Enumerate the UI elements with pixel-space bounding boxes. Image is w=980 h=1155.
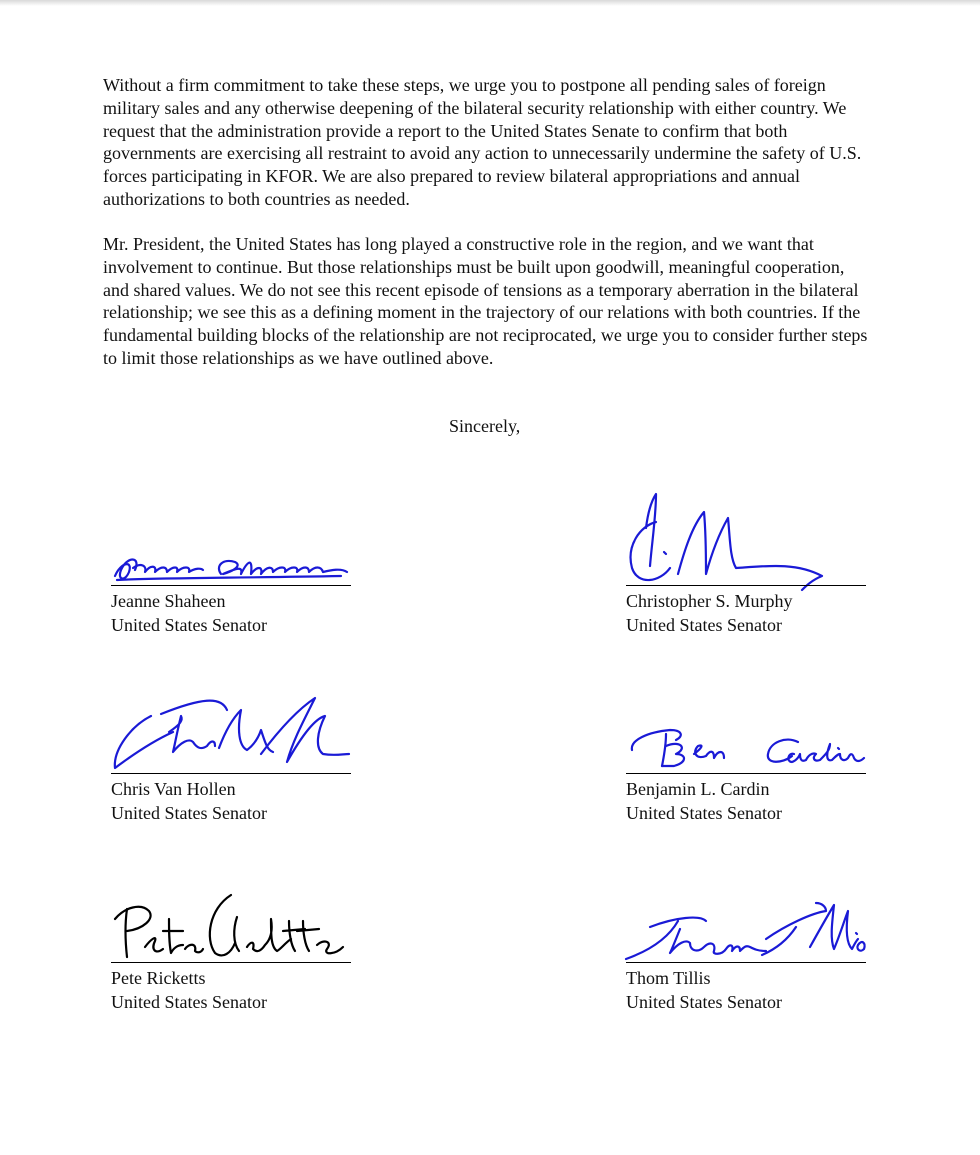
signature-ricketts [111,859,351,959]
signatory-name: Chris Van Hollen [111,779,236,799]
signature-block-vanhollen [111,666,351,826]
page-top-shadow [0,0,980,6]
signature-tillis [626,859,866,959]
signature-line [111,962,351,963]
signature-block-ricketts [111,855,351,1015]
signatory-title: United States Senator [111,992,267,1012]
closing-salutation: Sincerely, [449,416,521,436]
signature-line [111,773,351,774]
signature-cardin [626,670,866,770]
signatory-title: United States Senator [626,615,782,635]
signature-line [111,585,351,586]
signatory-title: United States Senator [111,803,267,823]
signature-block-shaheen [111,478,351,638]
signatory-name: Benjamin L. Cardin [626,779,770,799]
signatory-name: Christopher S. Murphy [626,591,793,611]
signature-block-murphy [626,478,866,638]
signature-murphy [626,482,866,582]
signatory-title: United States Senator [626,992,782,1012]
body-paragraph-2: Mr. President, the United States has long played a constructive role in the region, and we want that involvement to continue. But those relationships must be built upon goodwill, meaningful cooperation, and shared values. We do not see this recent episode of tensions as a temporary aberration in the bilateral relationship; we see this as a defining moment in the trajectory of our relations with both countries. If the fundamental building blocks of the relationship are not reciprocated, we urge you to consider further steps to limit those relationships as we have outlined above. [103,234,868,368]
signature-line [626,585,866,586]
signature-line [626,962,866,963]
body-paragraph-1: Without a firm commitment to take these steps, we urge you to postpone all pending sales of foreign military sales and any otherwise deepening of the bilateral security relationship with either country. We request that the administration provide a report to the United States Senate to confirm that both governments are exercising all restraint to avoid any action to unnecessarily undermine the safety of U.S. forces participating in KFOR. We are also prepared to review bilateral appropriations and annual authorizations to both countries as needed. [103,75,862,209]
signature-vanhollen [111,670,351,770]
signatory-name: Thom Tillis [626,968,711,988]
signatory-name: Jeanne Shaheen [111,591,226,611]
signatory-title: United States Senator [111,615,267,635]
signatory-title: United States Senator [626,803,782,823]
signature-block-cardin [626,666,866,826]
signature-line [626,773,866,774]
signature-shaheen [111,482,351,582]
signature-block-tillis [626,855,866,1015]
signatory-name: Pete Ricketts [111,968,206,988]
